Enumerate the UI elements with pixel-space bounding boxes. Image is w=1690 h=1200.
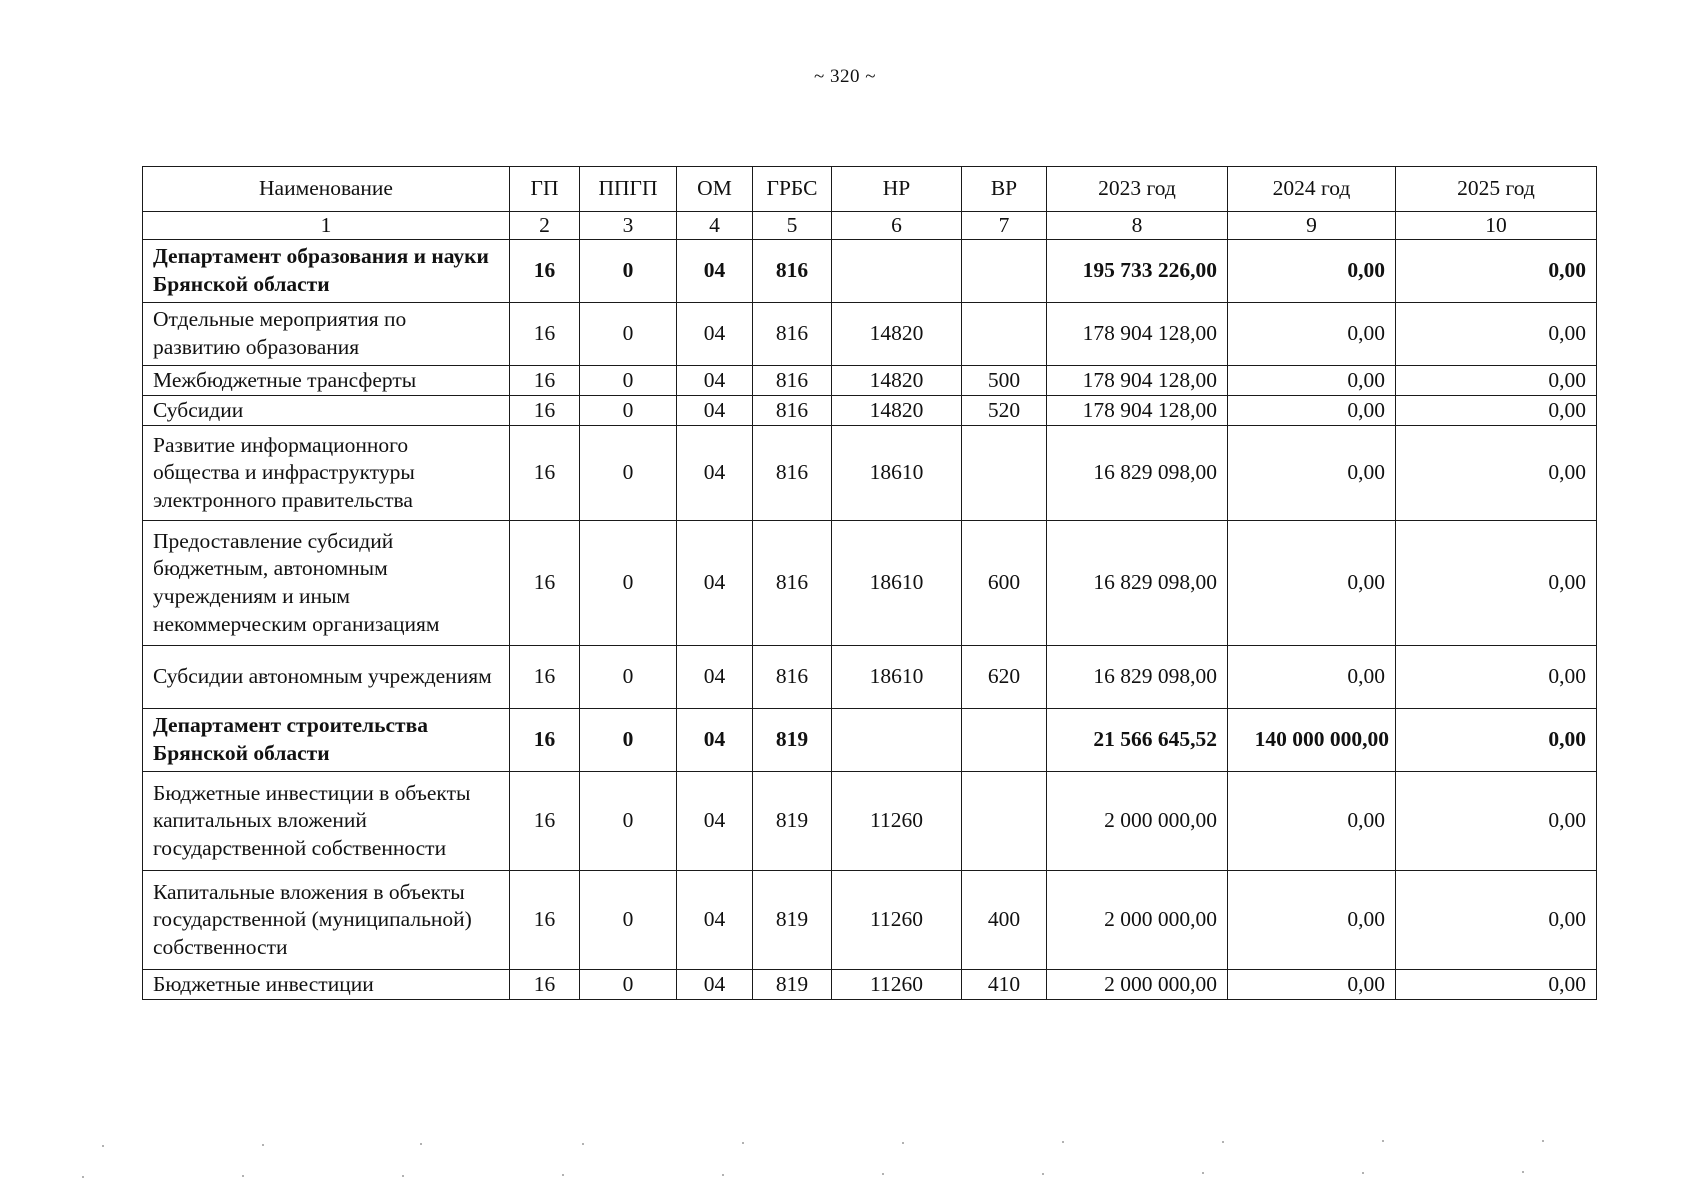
- header-2024: 2024 год: [1228, 167, 1396, 212]
- row-amount-2023: 16 829 098,00: [1047, 521, 1228, 646]
- row-amount-2024: 0,00: [1228, 646, 1396, 709]
- column-number-row: [143, 212, 1597, 240]
- column-number: 5: [753, 212, 832, 240]
- row-grbs: 819: [753, 871, 832, 970]
- row-om: 04: [677, 521, 753, 646]
- column-number: 1: [143, 212, 510, 240]
- row-amount-2023: 16 829 098,00: [1047, 426, 1228, 521]
- row-amount-2025: 0,00: [1396, 646, 1597, 709]
- row-amount-2023: 16 829 098,00: [1047, 646, 1228, 709]
- table-row: [143, 772, 1597, 871]
- row-name: Бюджетные инвестиции: [143, 970, 510, 1000]
- table-row: [143, 709, 1597, 772]
- scan-speck: [562, 1174, 564, 1176]
- row-amount-2023: 195 733 226,00: [1047, 240, 1228, 303]
- row-om: 04: [677, 646, 753, 709]
- row-amount-2023: 2 000 000,00: [1047, 970, 1228, 1000]
- row-amount-2024: 0,00: [1228, 970, 1396, 1000]
- page-number: ~ 320 ~: [813, 66, 877, 87]
- row-gp: 16: [510, 772, 580, 871]
- scan-speck: [242, 1175, 244, 1177]
- row-ppgp: 0: [580, 772, 677, 871]
- row-amount-2024: 0,00: [1228, 521, 1396, 646]
- row-vr: 520: [962, 396, 1047, 426]
- row-om: 04: [677, 303, 753, 366]
- row-vr: 500: [962, 366, 1047, 396]
- header-vr: ВР: [962, 167, 1047, 212]
- row-gp: 16: [510, 426, 580, 521]
- row-om: 04: [677, 396, 753, 426]
- row-ppgp: 0: [580, 366, 677, 396]
- row-ppgp: 0: [580, 396, 677, 426]
- row-amount-2025: 0,00: [1396, 240, 1597, 303]
- row-name: Бюджетные инвестиции в объекты капитальных вложений государственной собственности: [143, 772, 510, 871]
- scan-speck: [402, 1175, 404, 1177]
- row-vr: 400: [962, 871, 1047, 970]
- row-gp: 16: [510, 646, 580, 709]
- table-header-row: [143, 167, 1597, 212]
- row-nr: 18610: [832, 646, 962, 709]
- row-nr: 14820: [832, 396, 962, 426]
- row-gp: 16: [510, 303, 580, 366]
- header-2023: 2023 год: [1047, 167, 1228, 212]
- row-nr: [832, 709, 962, 772]
- scan-speck: [102, 1145, 104, 1147]
- row-gp: 16: [510, 709, 580, 772]
- row-grbs: 819: [753, 709, 832, 772]
- row-amount-2024: 0,00: [1228, 871, 1396, 970]
- row-amount-2023: 178 904 128,00: [1047, 303, 1228, 366]
- row-grbs: 816: [753, 396, 832, 426]
- row-name: Межбюджетные трансферты: [143, 366, 510, 396]
- row-vr: [962, 426, 1047, 521]
- row-amount-2024: 0,00: [1228, 366, 1396, 396]
- row-amount-2025: 0,00: [1396, 772, 1597, 871]
- row-ppgp: 0: [580, 646, 677, 709]
- row-gp: 16: [510, 970, 580, 1000]
- row-amount-2024: 0,00: [1228, 426, 1396, 521]
- scan-speck: [722, 1174, 724, 1176]
- row-name: Департамент строительства Брянской области: [143, 709, 510, 772]
- row-ppgp: 0: [580, 303, 677, 366]
- row-amount-2023: 2 000 000,00: [1047, 871, 1228, 970]
- row-amount-2023: 21 566 645,52: [1047, 709, 1228, 772]
- row-grbs: 816: [753, 240, 832, 303]
- column-number: 8: [1047, 212, 1228, 240]
- row-vr: 600: [962, 521, 1047, 646]
- row-name: Капитальные вложения в объекты государственной (муниципальной) собственности: [143, 871, 510, 970]
- scan-speck: [1382, 1140, 1384, 1142]
- scan-speck: [1222, 1141, 1224, 1143]
- row-grbs: 816: [753, 646, 832, 709]
- header-gp: ГП: [510, 167, 580, 212]
- row-nr: [832, 240, 962, 303]
- row-amount-2024: 0,00: [1228, 772, 1396, 871]
- row-amount-2023: 2 000 000,00: [1047, 772, 1228, 871]
- column-number: 6: [832, 212, 962, 240]
- row-gp: 16: [510, 240, 580, 303]
- row-name: Предоставление субсидий бюджетным, автономным учреждениям и иным некоммерческим организациям: [143, 521, 510, 646]
- scan-speck: [582, 1143, 584, 1145]
- header-grbs: ГРБС: [753, 167, 832, 212]
- scan-speck: [1042, 1173, 1044, 1175]
- row-name: Департамент образования и науки Брянской области: [143, 240, 510, 303]
- scan-speck: [1062, 1141, 1064, 1143]
- row-amount-2024: 0,00: [1228, 396, 1396, 426]
- row-grbs: 819: [753, 970, 832, 1000]
- row-vr: [962, 303, 1047, 366]
- row-name: Развитие информационного общества и инфраструктуры электронного правительства: [143, 426, 510, 521]
- row-om: 04: [677, 366, 753, 396]
- scan-speck: [420, 1143, 422, 1145]
- scan-speck: [742, 1142, 744, 1144]
- row-grbs: 816: [753, 521, 832, 646]
- row-nr: 11260: [832, 970, 962, 1000]
- row-amount-2023: 178 904 128,00: [1047, 396, 1228, 426]
- row-ppgp: 0: [580, 709, 677, 772]
- row-grbs: 819: [753, 772, 832, 871]
- row-gp: 16: [510, 396, 580, 426]
- table-row: [143, 521, 1597, 646]
- header-ppgp: ППГП: [580, 167, 677, 212]
- row-amount-2024: 0,00: [1228, 303, 1396, 366]
- column-number: 10: [1396, 212, 1597, 240]
- row-om: 04: [677, 772, 753, 871]
- row-amount-2024: 0,00: [1228, 240, 1396, 303]
- row-name: Субсидии: [143, 396, 510, 426]
- row-amount-2025: 0,00: [1396, 970, 1597, 1000]
- row-nr: 11260: [832, 871, 962, 970]
- row-amount-2025: 0,00: [1396, 396, 1597, 426]
- column-number: 4: [677, 212, 753, 240]
- row-vr: [962, 772, 1047, 871]
- scan-speck: [902, 1142, 904, 1144]
- row-ppgp: 0: [580, 871, 677, 970]
- table-row: [143, 396, 1597, 426]
- row-vr: [962, 240, 1047, 303]
- row-nr: 14820: [832, 366, 962, 396]
- header-om: ОМ: [677, 167, 753, 212]
- header-nr: НР: [832, 167, 962, 212]
- row-name: Отдельные мероприятия по развитию образования: [143, 303, 510, 366]
- row-vr: 410: [962, 970, 1047, 1000]
- row-name: Субсидии автономным учреждениям: [143, 646, 510, 709]
- scan-speck: [882, 1173, 884, 1175]
- scan-speck: [82, 1176, 84, 1178]
- row-vr: 620: [962, 646, 1047, 709]
- table-row: [143, 871, 1597, 970]
- scan-speck: [1522, 1171, 1524, 1173]
- row-ppgp: 0: [580, 970, 677, 1000]
- row-ppgp: 0: [580, 240, 677, 303]
- row-amount-2025: 0,00: [1396, 871, 1597, 970]
- row-grbs: 816: [753, 366, 832, 396]
- column-number: 3: [580, 212, 677, 240]
- scan-speck: [1362, 1172, 1364, 1174]
- header-name: Наименование: [143, 167, 510, 212]
- row-nr: 18610: [832, 521, 962, 646]
- row-om: 04: [677, 709, 753, 772]
- row-amount-2025: 0,00: [1396, 366, 1597, 396]
- row-nr: 14820: [832, 303, 962, 366]
- column-number: 9: [1228, 212, 1396, 240]
- scan-speck: [1542, 1140, 1544, 1142]
- row-amount-2025: 0,00: [1396, 521, 1597, 646]
- row-gp: 16: [510, 366, 580, 396]
- column-number: 2: [510, 212, 580, 240]
- scan-speck: [262, 1144, 264, 1146]
- row-vr: [962, 709, 1047, 772]
- row-amount-2025: 0,00: [1396, 426, 1597, 521]
- row-grbs: 816: [753, 303, 832, 366]
- table-row: [143, 970, 1597, 1000]
- row-amount-2025: 0,00: [1396, 709, 1597, 772]
- row-amount-2024: 140 000 000,00: [1228, 709, 1396, 772]
- table-row: [143, 366, 1597, 396]
- column-number: 7: [962, 212, 1047, 240]
- row-ppgp: 0: [580, 426, 677, 521]
- row-om: 04: [677, 970, 753, 1000]
- row-amount-2025: 0,00: [1396, 303, 1597, 366]
- row-gp: 16: [510, 871, 580, 970]
- table-row: [143, 303, 1597, 366]
- row-nr: 11260: [832, 772, 962, 871]
- table-row: [143, 646, 1597, 709]
- header-2025: 2025 год: [1396, 167, 1597, 212]
- row-amount-2023: 178 904 128,00: [1047, 366, 1228, 396]
- row-ppgp: 0: [580, 521, 677, 646]
- table-row: [143, 426, 1597, 521]
- row-om: 04: [677, 426, 753, 521]
- row-grbs: 816: [753, 426, 832, 521]
- table-row: [143, 240, 1597, 303]
- scan-speck: [1202, 1172, 1204, 1174]
- budget-table: [142, 166, 1597, 1000]
- row-om: 04: [677, 240, 753, 303]
- row-gp: 16: [510, 521, 580, 646]
- row-nr: 18610: [832, 426, 962, 521]
- row-om: 04: [677, 871, 753, 970]
